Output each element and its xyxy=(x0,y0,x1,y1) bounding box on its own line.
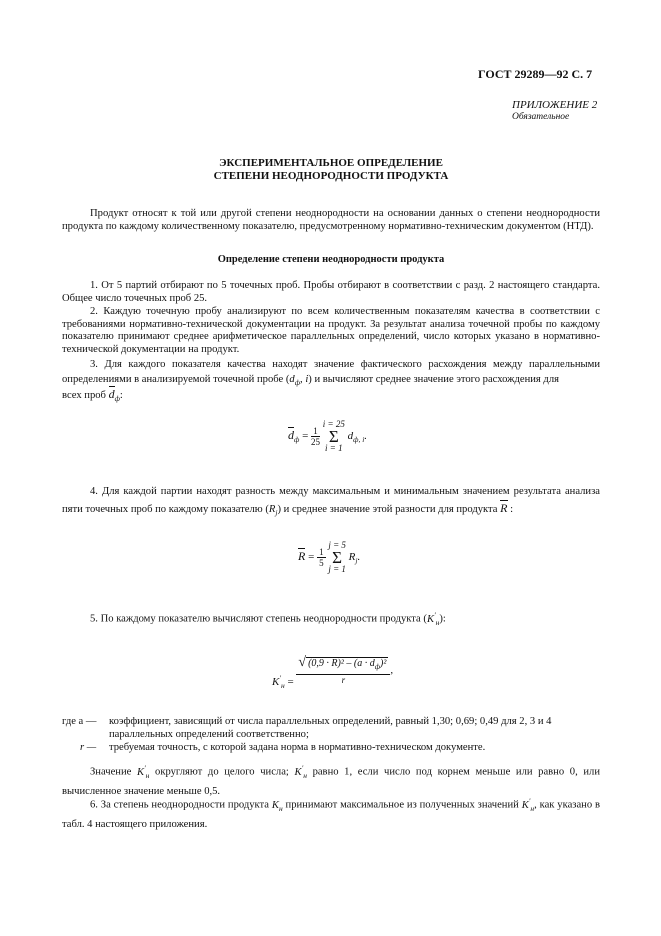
item-2: 2. Каждую точечную пробу анализируют по всем количественным показателям качества в соответствии с требованиями нормативно-технической документации на продукт. За результат анализа точечной пробы по каждому показателю принимают среднее арифметическое параллельных определений, число которых указано в нормативно-технической документации на продукт. xyxy=(62,306,600,355)
item-3-text-c: всех проб xyxy=(62,390,106,401)
item-3-tail: всех проб $d_ф$: xyxy=(62,387,123,404)
intro-paragraph: Продукт относят к той или другой степени неоднородности на основании данных о степени неоднородности продукта по каждому количественному показателю, предусмотренному нормативно-техническим документом (НТД). xyxy=(62,208,600,232)
appendix-status: Обязательное xyxy=(512,112,570,122)
where-r-label: r — xyxy=(80,742,97,753)
item-5-text: 5. По каждому показателю вычисляют степень неоднородности продукта ( xyxy=(90,613,427,625)
page-ref: ГОСТ 29289—92 С. 7 xyxy=(478,67,593,81)
item-4-text-a: 4. Для каждой партии находят разность между максимальным и минимальным значением результата анализа пяти точечных проб по каждому показателю ( xyxy=(62,486,600,515)
title-line1: ЭКСПЕРИМЕНТАЛЬНОЕ ОПРЕДЕЛЕНИЕ xyxy=(219,157,443,169)
where-a-text: коэффициент, зависящий от числа параллельных определений, равный 1,30; 0,69; 0,49 для 2, 3 и 4 параллельных определений соответственно; xyxy=(109,716,552,740)
item-3-text-a: 3. Для каждого показателя качества находят значение фактического расхождения между параллельными определениями в анализируемой точечной пробе ( xyxy=(62,359,600,385)
item-4-text-b: ) и среднее значение этой разности для продукта xyxy=(277,504,498,515)
where-a-label: где a — xyxy=(62,716,97,727)
title-line2: СТЕПЕНИ НЕОДНОРОДНОСТИ ПРОДУКТА xyxy=(213,170,449,182)
section-title: Определение степени неоднородности продукта xyxy=(217,254,445,265)
formula-heterogeneity: $K'_н$ = $\frac{√ (0,9 \cdot R)^2 - (a \cdot d_ф)^2}{r}$ , xyxy=(272,655,394,691)
appendix-label: ПРИЛОЖЕНИЕ 2 xyxy=(512,99,598,111)
value-note: Значение $K'_н$ округляют до целого числа; $K'_н$ равно 1, если число под корнем меньше или равно 0, или вычисленное значение меньше 0,5. xyxy=(62,763,600,797)
item-1: 1. От 5 партий отбирают по 5 точечных проб. Пробы отбирают в соответствии с разд. 2 настоящего стандарта. Общее число точечных проб 25. xyxy=(62,280,600,304)
item-3: 3. Для каждого показателя качества находят значение фактического расхождения между параллельными определениями в анализируемой точечной пробе ($d_ф$, i) и вычисляют среднее значение этого расхождения для xyxy=(62,359,600,388)
item-4: 4. Для каждой партии находят разность между максимальным и минимальным значением результата анализа пяти точечных проб по каждому показателю $(R_j)$ и среднее значение этой разности для продукта R : xyxy=(62,486,600,518)
where-r-text: требуемая точность, с которой задана норма в нормативно-техническом документе. xyxy=(109,742,486,753)
formula-mean-range: R = $\frac{1}{5}$ j = 5 Σ j = 1 $R_j$. xyxy=(298,540,361,574)
item-3-text-b: ) и вычисляют среднее значение этого расхождения для xyxy=(308,374,559,385)
item-6: 6. За степень неоднородности продукта $K_н$ принимают максимальное из полученных значений $K'_н$, как указано в табл. 4 настоящего приложения. xyxy=(62,796,600,830)
formula-mean-discrepancy: $d_ф$ = $\frac{1}{25}$ i = 25 Σ i = 1 $d_{ф, i}$. xyxy=(288,419,368,453)
item-5: 5. По каждому показателю вычисляют степень неоднородности продукта $(K'_н)$: xyxy=(90,610,446,627)
